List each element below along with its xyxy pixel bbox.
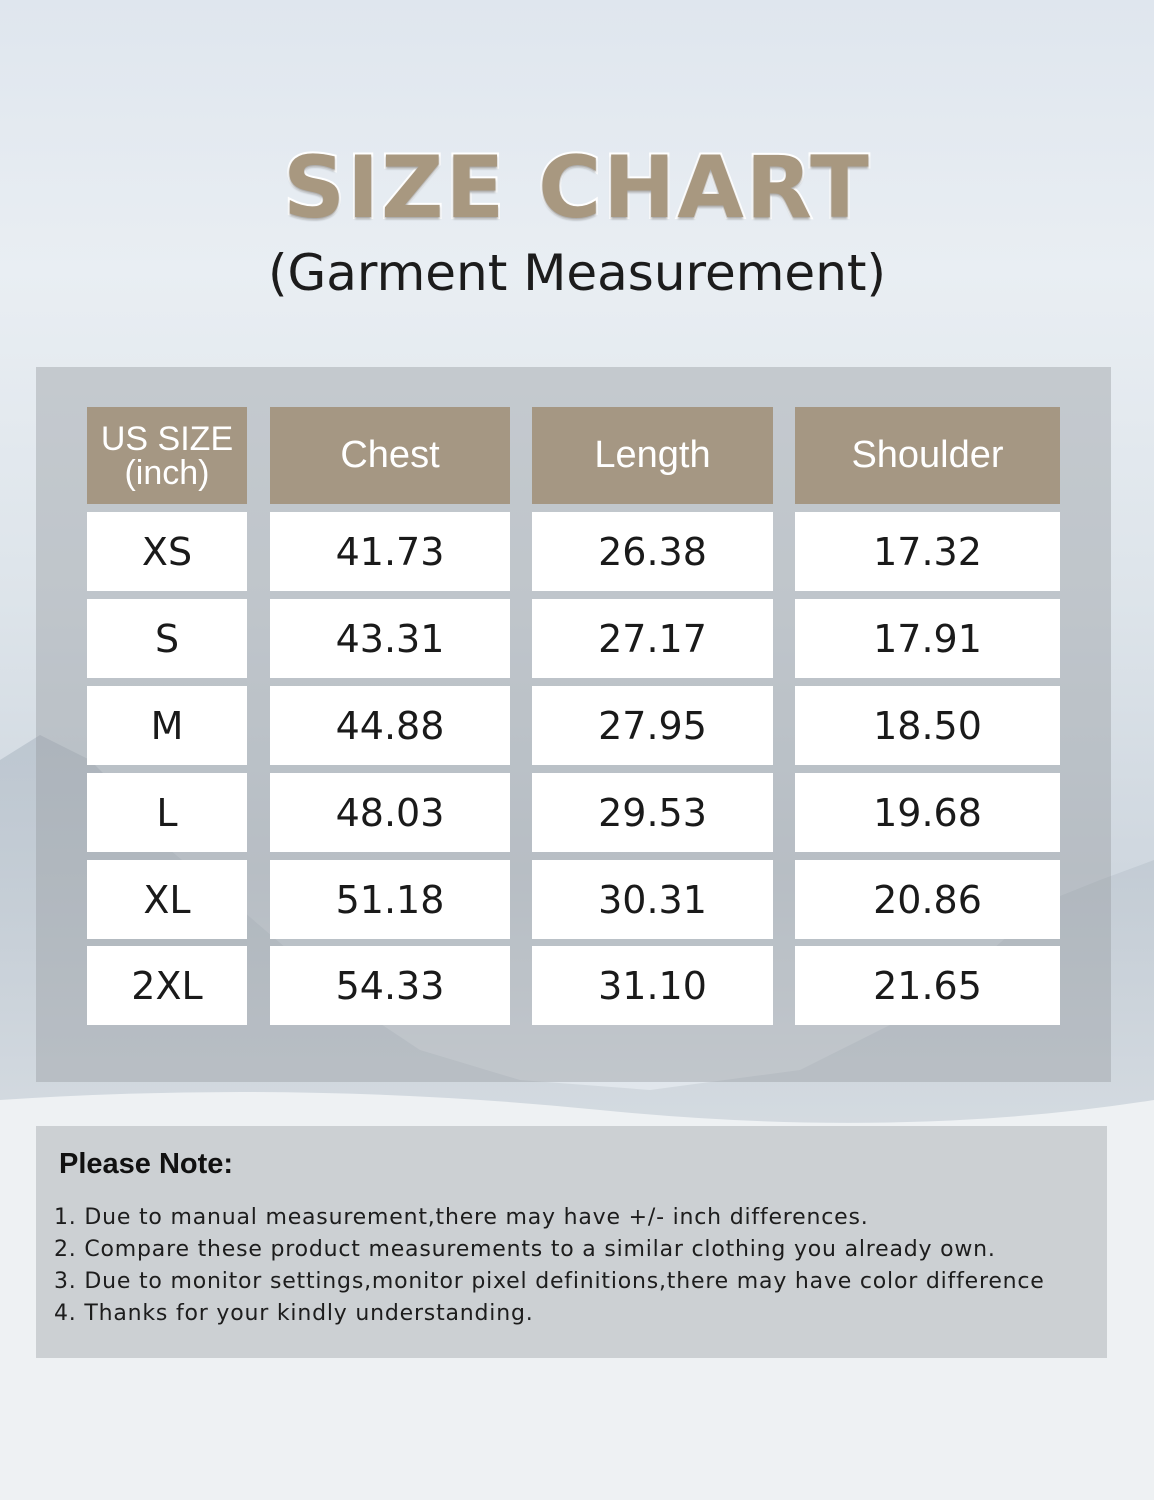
note-item: 2. Compare these product measurements to a similar clothing you already own. bbox=[54, 1237, 996, 1262]
row-2xl-shoulder: 21.65 bbox=[795, 946, 1060, 1025]
row-s-shoulder: 17.91 bbox=[795, 599, 1060, 678]
header-us-size-line2: (inch) bbox=[124, 453, 210, 492]
row-2xl-chest: 54.33 bbox=[270, 946, 510, 1025]
row-xs-shoulder: 17.32 bbox=[795, 512, 1060, 591]
notes-list bbox=[54, 1203, 1045, 1331]
row-2xl-size: 2XL bbox=[87, 946, 247, 1025]
row-xl-length: 30.31 bbox=[532, 860, 773, 939]
row-xs-length: 26.38 bbox=[532, 512, 773, 591]
note-item: 3. Due to monitor settings,monitor pixel definitions,there may have color difference bbox=[54, 1269, 1045, 1294]
header-shoulder: Shoulder bbox=[795, 407, 1060, 504]
row-xl-size: XL bbox=[87, 860, 247, 939]
row-m-chest: 44.88 bbox=[270, 686, 510, 765]
row-l-chest: 48.03 bbox=[270, 773, 510, 852]
row-m-size: M bbox=[87, 686, 247, 765]
notes-title: Please Note: bbox=[59, 1148, 234, 1180]
row-l-length: 29.53 bbox=[532, 773, 773, 852]
header-us-size bbox=[87, 407, 247, 504]
row-xl-shoulder: 20.86 bbox=[795, 860, 1060, 939]
row-l-size: L bbox=[87, 773, 247, 852]
header-chest: Chest bbox=[270, 407, 510, 504]
row-s-size: S bbox=[87, 599, 247, 678]
row-xs-size: XS bbox=[87, 512, 247, 591]
row-m-length: 27.95 bbox=[532, 686, 773, 765]
row-s-length: 27.17 bbox=[532, 599, 773, 678]
note-item: 4. Thanks for your kindly understanding. bbox=[54, 1301, 534, 1326]
header-us-size-line1: US SIZE bbox=[100, 419, 234, 458]
garment-measurement-subtitle: (Garment Measurement) bbox=[268, 244, 886, 302]
row-xs-chest: 41.73 bbox=[270, 512, 510, 591]
row-2xl-length: 31.10 bbox=[532, 946, 773, 1025]
note-item: 1. Due to manual measurement,there may have +/- inch differences. bbox=[54, 1205, 869, 1230]
header-length: Length bbox=[532, 407, 773, 504]
row-l-shoulder: 19.68 bbox=[795, 773, 1060, 852]
row-xl-chest: 51.18 bbox=[270, 860, 510, 939]
row-m-shoulder: 18.50 bbox=[795, 686, 1060, 765]
size-chart-title: SIZE CHART bbox=[283, 138, 871, 238]
row-s-chest: 43.31 bbox=[270, 599, 510, 678]
